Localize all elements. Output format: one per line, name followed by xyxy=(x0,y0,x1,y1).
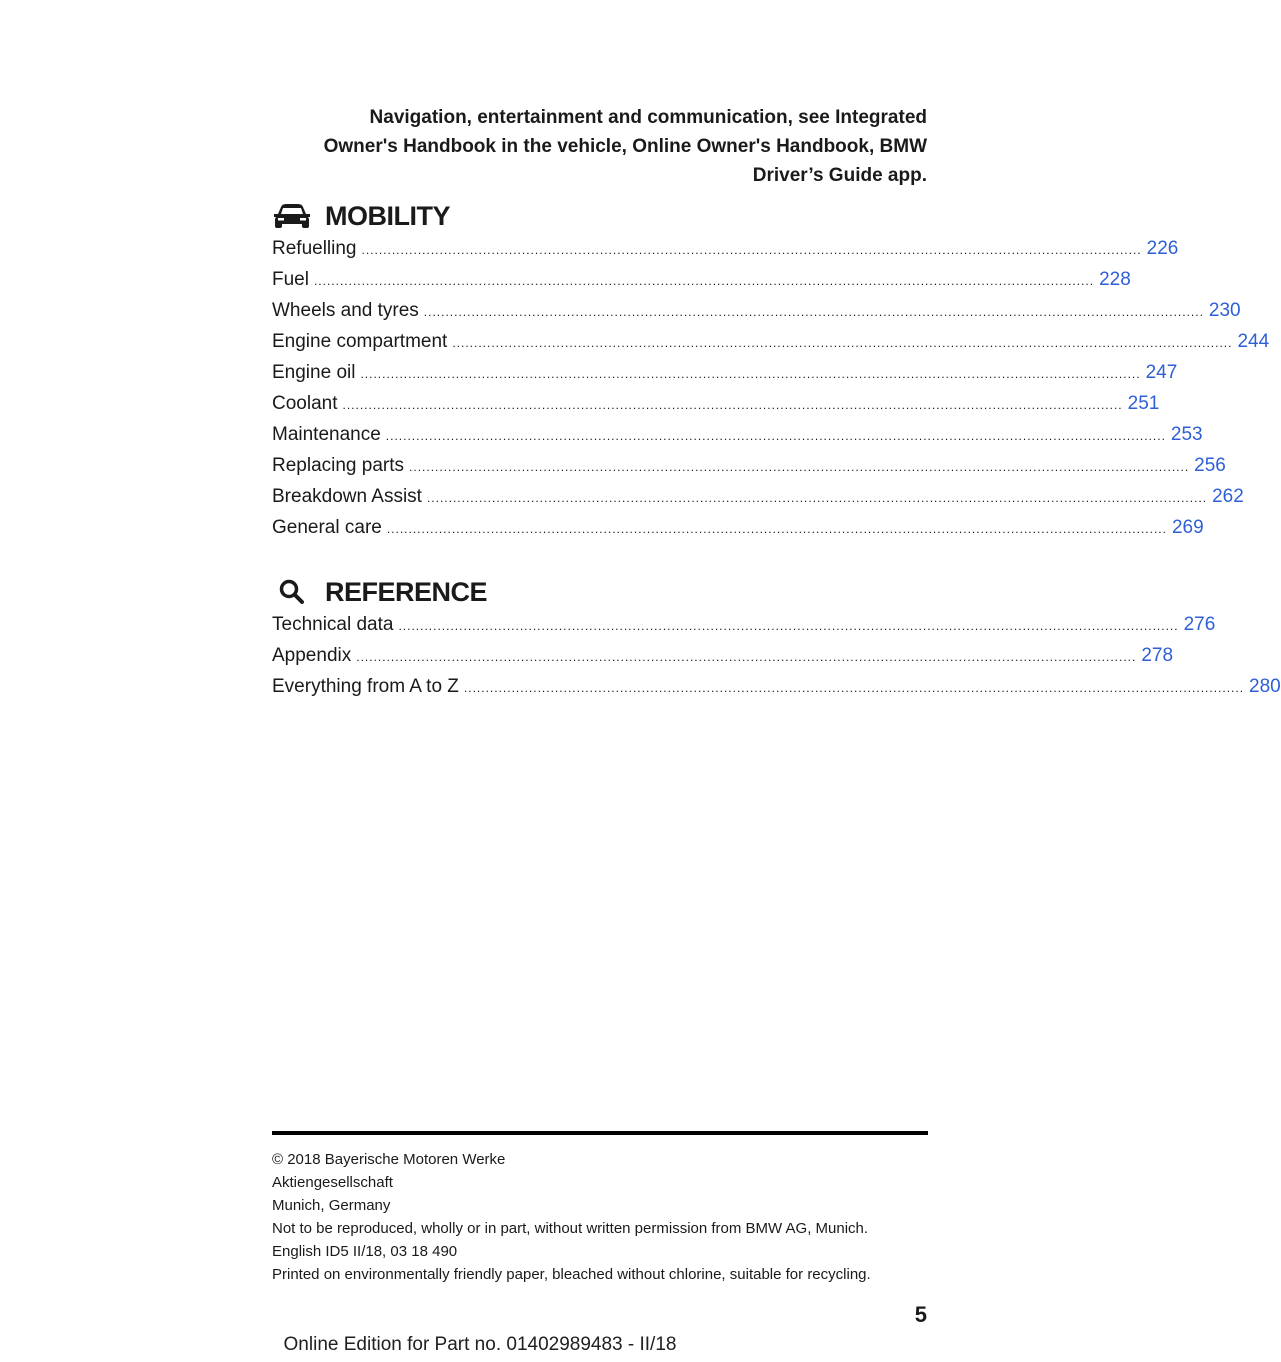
page-number: 5 xyxy=(914,1302,927,1327)
imprint-line: Printed on environmentally friendly paper, bleached without chlorine, suitable for recycling. xyxy=(272,1266,871,1283)
dot-leader: .................................................................................................................................................................................... xyxy=(361,243,1142,257)
toc-page-link[interactable]: 226 xyxy=(1146,238,1179,259)
divider xyxy=(272,1131,928,1135)
imprint xyxy=(272,1148,928,1286)
dot-leader: .................................................................................................................................................................................... xyxy=(360,367,1141,381)
dot-leader: .................................................................................................................................................................................... xyxy=(423,305,1204,319)
dot-leader: .................................................................................................................................................................................... xyxy=(313,274,1095,288)
toc-entry-label: Everything from A to Z xyxy=(272,676,459,697)
toc-page-link[interactable]: 276 xyxy=(1183,614,1216,635)
toc-entry[interactable] xyxy=(272,517,1204,548)
toc-entry[interactable] xyxy=(272,645,1174,676)
car-icon xyxy=(272,202,312,230)
toc-entry-label: Maintenance xyxy=(272,424,381,445)
toc-entry-label: General care xyxy=(272,517,382,538)
intro-note xyxy=(247,103,927,190)
toc-entry-label: Engine compartment xyxy=(272,331,448,352)
section-heading-mobility xyxy=(272,196,450,236)
dot-leader: .................................................................................................................................................................................... xyxy=(385,429,1166,443)
toc-entry[interactable] xyxy=(272,424,1203,455)
imprint-line: English ID5 II/18, 03 18 490 xyxy=(272,1243,458,1260)
toc-page-link[interactable]: 278 xyxy=(1141,645,1174,666)
toc-page-link[interactable]: 247 xyxy=(1145,362,1178,383)
toc-entry-label: Wheels and tyres xyxy=(272,300,419,321)
toc-entry[interactable] xyxy=(272,486,1244,517)
toc-page-link[interactable]: 253 xyxy=(1170,424,1203,445)
toc-entry[interactable] xyxy=(272,331,1270,362)
footer-edition: Online Edition for Part no. 01402989483 - II/18 xyxy=(283,1334,677,1355)
toc-page-link[interactable]: 251 xyxy=(1127,393,1160,414)
toc-entry-label: Technical data xyxy=(272,614,394,635)
toc-page-link[interactable]: 244 xyxy=(1237,331,1270,352)
dot-leader: .................................................................................................................................................................................... xyxy=(398,619,1179,633)
toc-page-link[interactable]: 262 xyxy=(1212,486,1244,507)
toc-page-link[interactable]: 269 xyxy=(1171,517,1204,538)
dot-leader: .................................................................................................................................................................................... xyxy=(386,522,1167,536)
toc-entry[interactable] xyxy=(272,238,1179,269)
toc-page-link[interactable]: 280 xyxy=(1249,676,1281,697)
toc-page-link[interactable]: 256 xyxy=(1194,455,1226,476)
dot-leader: .................................................................................................................................................................................... xyxy=(409,460,1190,474)
section-title: MOBILITY xyxy=(325,200,450,231)
toc-entry[interactable] xyxy=(272,455,1226,486)
imprint-line: Aktiengesellschaft xyxy=(272,1174,393,1191)
search-icon xyxy=(272,577,312,607)
toc-entry[interactable] xyxy=(272,300,1241,331)
imprint-line: Munich, Germany xyxy=(272,1197,391,1214)
dot-leader: .................................................................................................................................................................................... xyxy=(342,398,1123,412)
toc-page-link[interactable]: 228 xyxy=(1099,269,1131,290)
toc-entry[interactable] xyxy=(272,362,1178,393)
toc-entry-label: Fuel xyxy=(272,269,309,290)
toc-entry-label: Engine oil xyxy=(272,362,356,383)
toc-entry-label: Replacing parts xyxy=(272,455,405,476)
toc-entry-label: Breakdown Assist xyxy=(272,486,422,507)
intro-line: Driver’s Guide app. xyxy=(752,165,927,186)
dot-leader: .................................................................................................................................................................................... xyxy=(452,336,1233,350)
dot-leader: .................................................................................................................................................................................... xyxy=(463,681,1245,695)
dot-leader: .................................................................................................................................................................................... xyxy=(356,650,1137,664)
toc-entry[interactable] xyxy=(272,676,1281,707)
imprint-line: Not to be reproduced, wholly or in part, without written permission from BMW AG, Munich. xyxy=(272,1220,869,1237)
dot-leader: .................................................................................................................................................................................... xyxy=(426,491,1208,505)
toc-entry[interactable] xyxy=(272,393,1160,424)
toc-entry-label: Coolant xyxy=(272,393,338,414)
toc-entry[interactable] xyxy=(272,614,1216,645)
toc-page-link[interactable]: 230 xyxy=(1208,300,1241,321)
imprint-line: © 2018 Bayerische Motoren Werke xyxy=(272,1151,506,1168)
toc-entry-label: Refuelling xyxy=(272,238,357,259)
toc-entry[interactable] xyxy=(272,269,1131,300)
section-title: REFERENCE xyxy=(325,576,488,607)
reference-toc xyxy=(272,614,1281,707)
intro-line: Navigation, entertainment and communication, see Integrated xyxy=(369,107,927,128)
intro-line: Owner's Handbook in the vehicle, Online Owner's Handbook, BMW xyxy=(323,136,927,157)
section-heading-reference xyxy=(272,572,487,612)
toc-entry-label: Appendix xyxy=(272,645,352,666)
mobility-toc xyxy=(272,238,1270,548)
